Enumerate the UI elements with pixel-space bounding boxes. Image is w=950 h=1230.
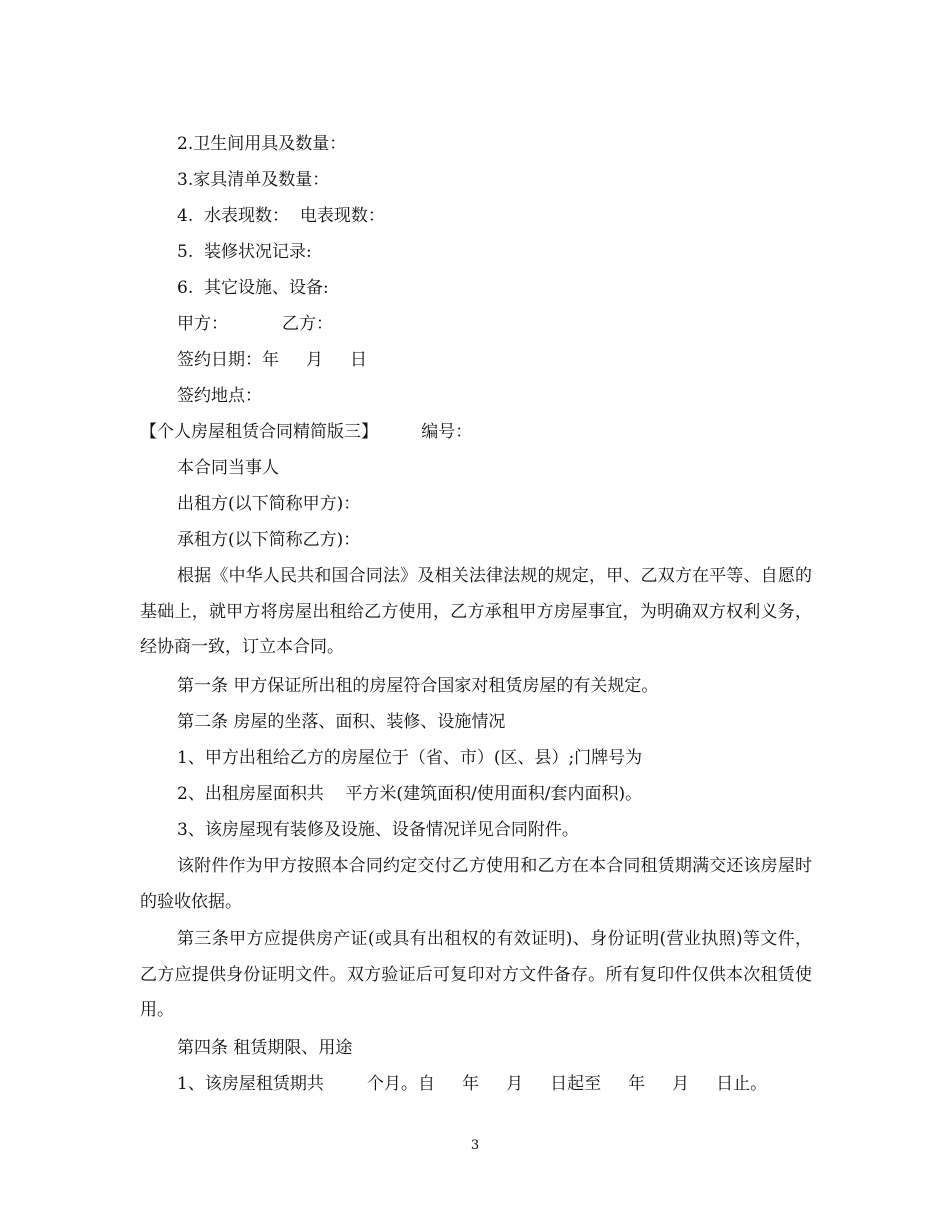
page-number: 3 xyxy=(470,1138,480,1153)
text-line: 3、该房屋现有装修及设施、设备情况详见合同附件。 xyxy=(177,820,579,840)
text-line: 1、甲方出租给乙方的房屋位于（省、市）(区、县）;门牌号为 xyxy=(177,748,643,768)
text-line: 第一条 甲方保证所出租的房屋符合国家对租赁房屋的有关规定。 xyxy=(177,676,659,696)
text-line: 1、该房屋租赁期共 个月。自 年 月 日起至 年 月 日止。 xyxy=(177,1074,768,1094)
text-line: 承租方(以下简称乙方)： xyxy=(177,530,361,550)
signing-date-line: 签约日期：年 月 日 xyxy=(177,350,368,370)
text-line: 5. 装修状况记录: xyxy=(177,242,312,262)
text-line: 出租方(以下简称甲方)： xyxy=(177,494,361,514)
text-line: 4. 水表现数： 电表现数： xyxy=(177,206,385,226)
text-line: 6. 其它设施、设备: xyxy=(177,278,329,298)
paragraph: 根据《中华人民共和国合同法》及相关法律法规的规定，甲、乙双方在平等、自愿的基础上，就甲方将房屋出租给乙方使用，乙方承租甲方房屋事宜，为明确双方权利义务，经协商一致，订立本合同。 xyxy=(140,566,812,658)
text-line: 本合同当事人 xyxy=(177,458,279,478)
signing-place-line: 签约地点： xyxy=(177,386,262,406)
text-line: 3.家具清单及数量： xyxy=(177,170,330,190)
text-line: 2.卫生间用具及数量： xyxy=(177,134,347,154)
section-title: 【个人房屋租赁合同精简版三】 编号： xyxy=(140,422,473,442)
paragraph: 第三条甲方应提供房产证(或具有出租权的有效证明)、身份证明(营业执照)等文件，乙方应提供身份证明文件。双方验证后可复印对方文件备存。所有复印件仅供本次租赁使用。 xyxy=(140,929,812,1021)
signature-line: 甲方： 乙方： xyxy=(177,314,334,334)
paragraph: 该附件作为甲方按照本合同约定交付乙方使用和乙方在本合同租赁期满交还该房屋时的验收依据。 xyxy=(140,856,812,912)
text-line: 2、出租房屋面积共 平方米(建筑面积/使用面积/套内面积)。 xyxy=(177,784,643,804)
text-line: 第二条 房屋的坐落、面积、装修、设施情况 xyxy=(177,712,506,732)
text-line: 第四条 租赁期限、用途 xyxy=(177,1038,353,1058)
